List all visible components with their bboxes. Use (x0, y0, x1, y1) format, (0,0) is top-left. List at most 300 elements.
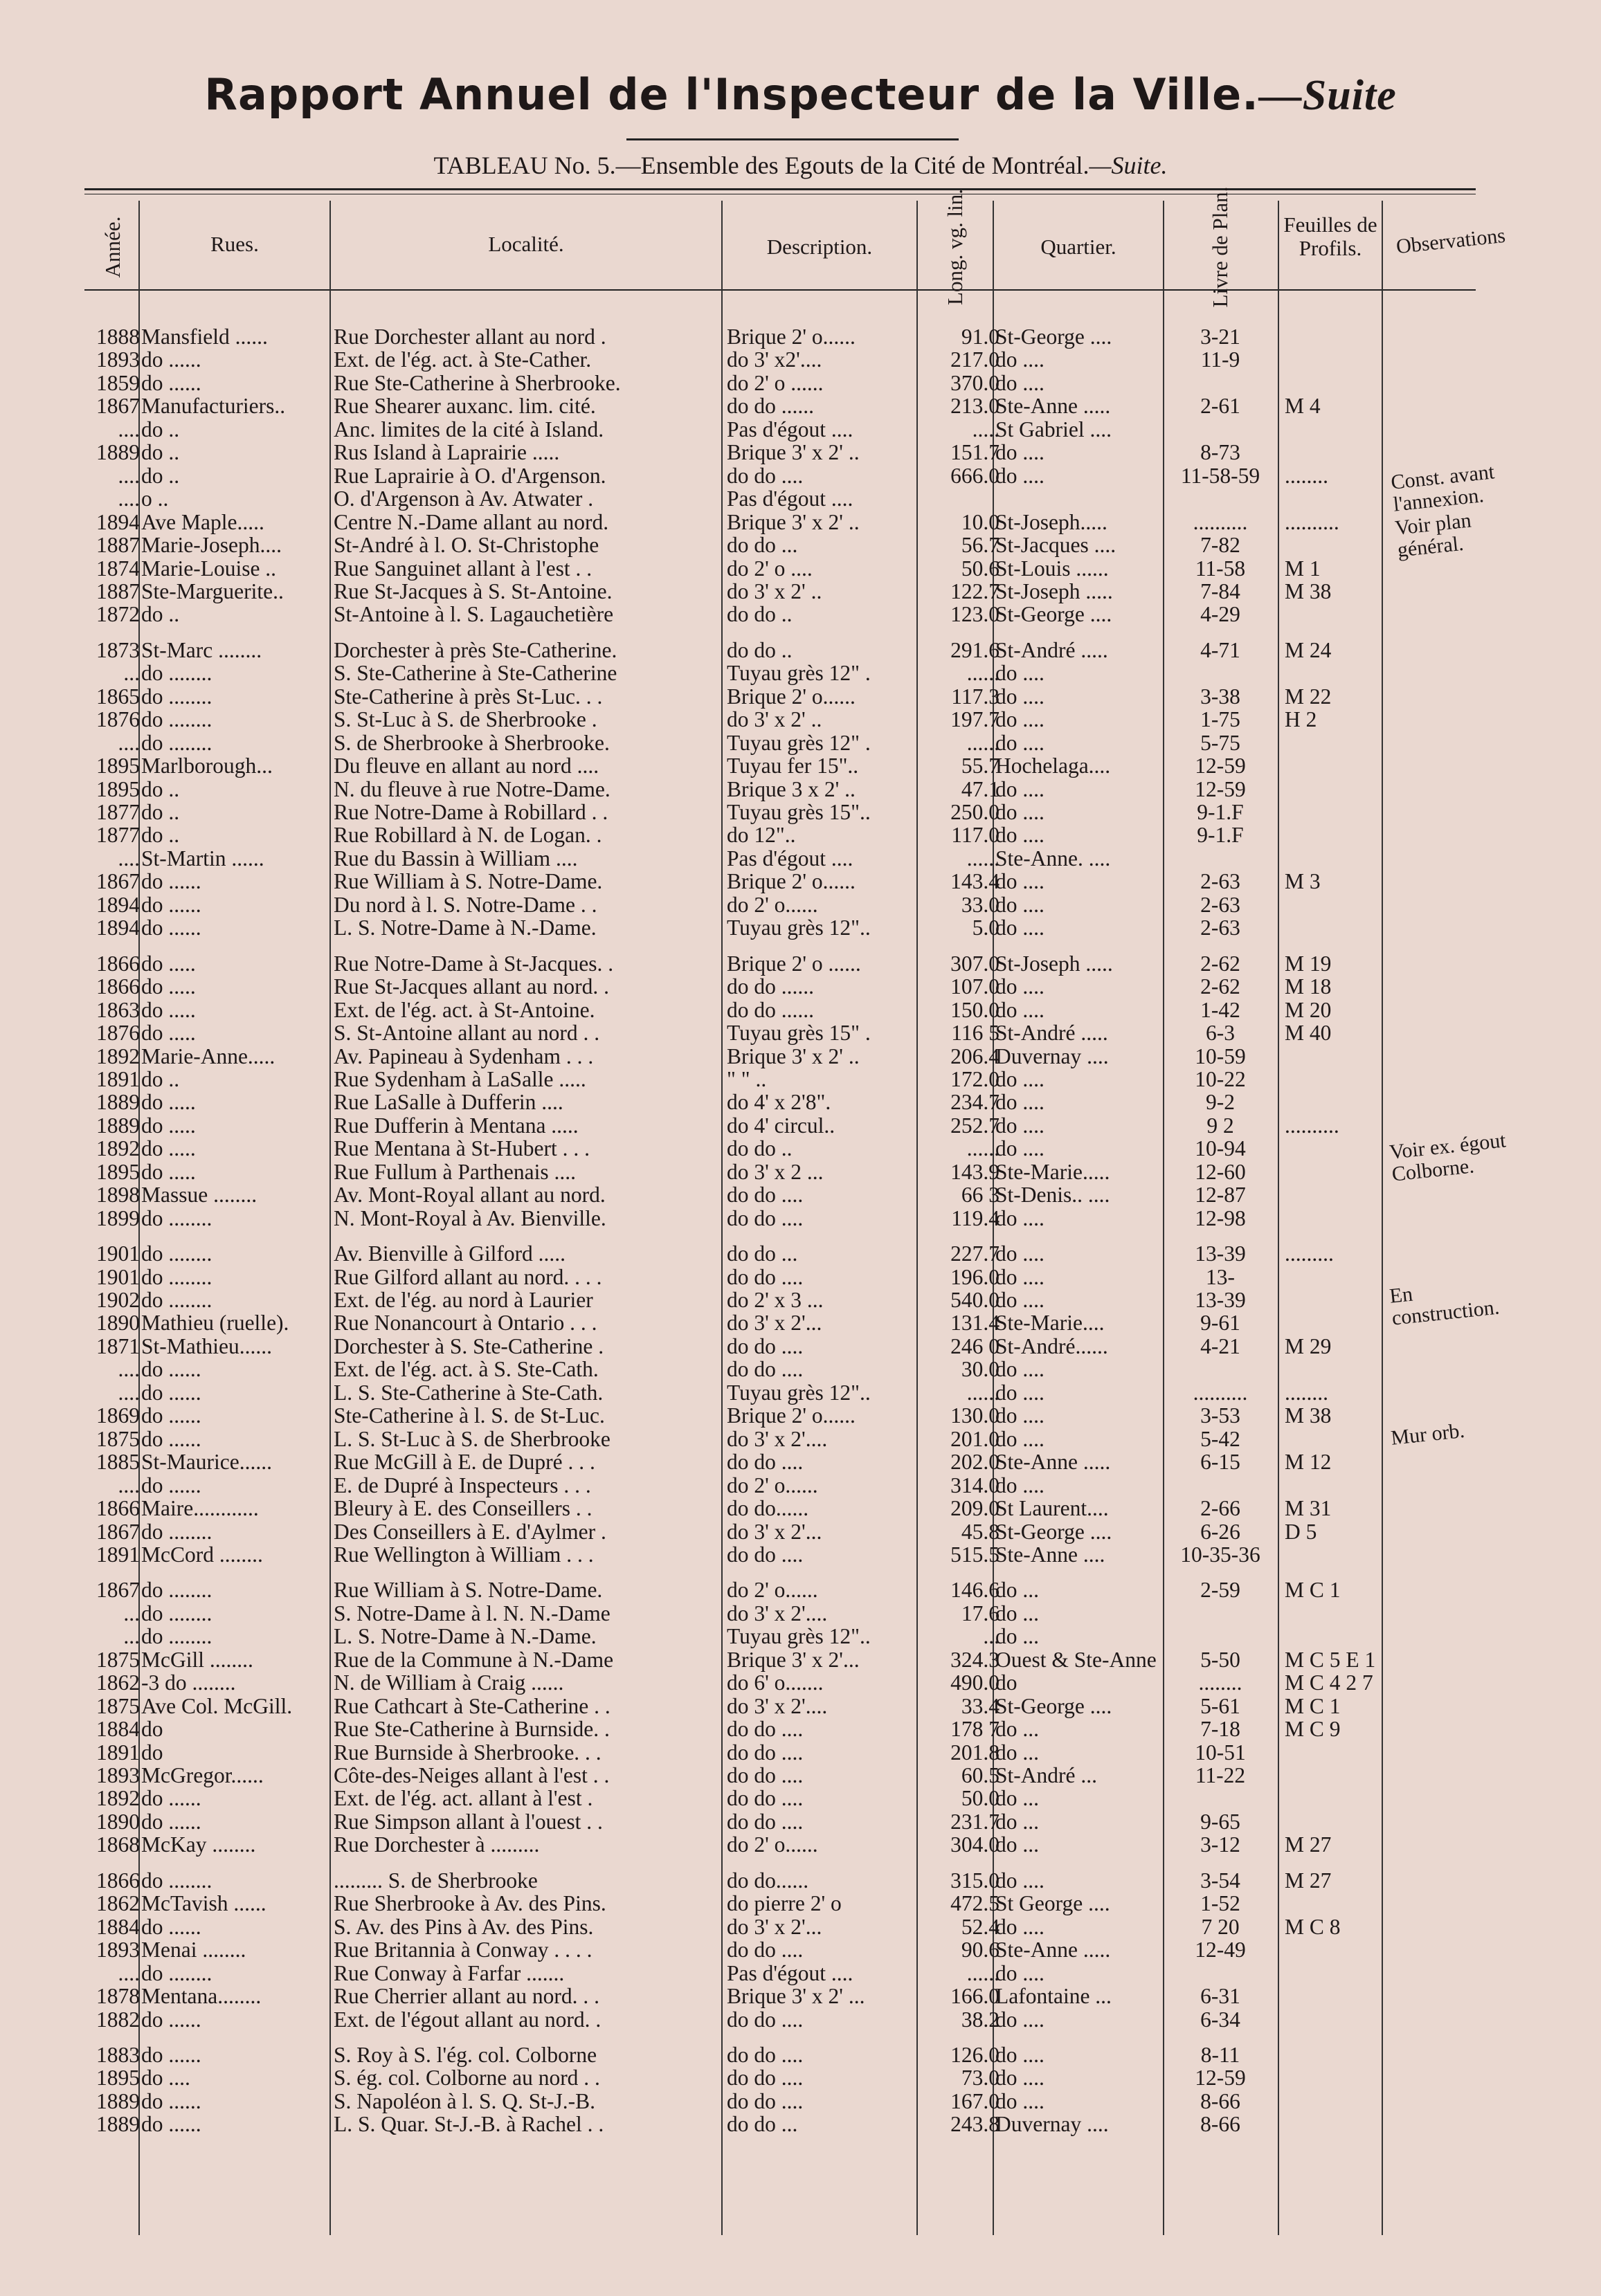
cell-description: do do .... (727, 2089, 804, 2113)
cell-description: Tuyau grès 15" . (727, 1021, 871, 1046)
cell-rue: do ..... (141, 975, 196, 999)
cell-quartier: St-George .... (995, 325, 1112, 349)
cell-annee: .... (118, 1961, 140, 1985)
cell-livre-plan: 8-11 (1200, 2043, 1240, 2067)
cell-description: do 2' o...... (727, 1578, 818, 1603)
cell-annee: 1866 (96, 975, 140, 999)
cell-livre-plan: 12-49 (1195, 1938, 1246, 1962)
cell-annee: 1868 (96, 1833, 140, 1857)
table-row (0, 731, 1601, 755)
cell-rue: do ........ (141, 1206, 212, 1230)
cell-quartier: do .... (995, 1868, 1044, 1893)
cell-feuilles-profils: ........ (1285, 1381, 1328, 1405)
cell-localite: Rue du Bassin à William .... (334, 846, 578, 871)
cell-annee: 1894 (96, 916, 140, 940)
table-row (0, 685, 1601, 709)
table-row (0, 464, 1601, 488)
cell-rue: Marie-Joseph.... (141, 534, 282, 558)
cell-localite: Rue LaSalle à Dufferin .... (334, 1091, 563, 1115)
cell-annee: 1902 (96, 1288, 140, 1312)
cell-longueur: 50.6 (961, 556, 1000, 581)
cell-longueur: 17.6 (961, 1601, 1000, 1625)
cell-description: do do ... (727, 534, 798, 558)
cell-feuilles-profils: M 31 (1285, 1497, 1332, 1521)
cell-quartier: do ... (995, 1625, 1039, 1649)
cell-description: do do ... (727, 1242, 798, 1266)
cell-rue: do ..... (141, 998, 196, 1022)
cell-annee: 1875 (96, 1694, 140, 1718)
cell-description: do do .... (727, 1740, 804, 1765)
page-title (0, 69, 1601, 120)
cell-longueur: 197.7 (950, 708, 1000, 732)
cell-annee: .... (118, 846, 140, 871)
cell-annee: 1892 (96, 1787, 140, 1811)
cell-livre-plan: 1-52 (1200, 1892, 1240, 1916)
cell-livre-plan: 4-21 (1200, 1334, 1240, 1358)
cell-livre-plan: 12-60 (1195, 1160, 1246, 1184)
cell-rue: McCord ........ (141, 1542, 263, 1567)
cell-longueur: 231.7 (950, 1810, 1000, 1834)
cell-longueur: 143.9 (950, 1160, 1000, 1184)
cell-description: do 3' x 2'.... (727, 1694, 828, 1718)
cell-localite: S. Roy à S. l'ég. col. Colborne (334, 2043, 597, 2067)
cell-annee: 1876 (96, 708, 140, 732)
cell-localite: Rue Sherbrooke à Av. des Pins. (334, 1892, 606, 1916)
cell-description: Tuyau grès 12".. (727, 1625, 871, 1649)
cell-rue: do ........ (141, 1601, 212, 1625)
cell-rue: St-Martin ...... (141, 846, 264, 871)
cell-description: do do .... (727, 464, 804, 488)
cell-quartier: do .... (995, 441, 1044, 465)
cell-livre-plan: 13- (1206, 1265, 1235, 1289)
cell-rue: Mansfield ...... (141, 325, 268, 349)
cell-quartier: do .... (995, 464, 1044, 488)
cell-rue: do ........ (141, 1625, 212, 1649)
cell-livre-plan: 1-75 (1200, 708, 1240, 732)
cell-longueur: ...... (966, 662, 1000, 686)
cell-longueur: ..... (972, 417, 1000, 441)
cell-description: Brique 2' o...... (727, 1404, 856, 1428)
cell-quartier: St-George .... (995, 1520, 1112, 1544)
cell-rue: do ...... (141, 1427, 201, 1451)
cell-annee: 1882 (96, 2007, 140, 2032)
cell-feuilles-profils: M 27 (1285, 1868, 1332, 1893)
cell-longueur: 131.4 (950, 1311, 1000, 1336)
cell-annee: 1898 (96, 1183, 140, 1208)
cell-localite: Rue Notre-Dame à St-Jacques. . (334, 951, 614, 976)
cell-annee: 1867 (96, 1578, 140, 1603)
table-row (0, 534, 1601, 557)
cell-longueur: 55.7 (961, 754, 1000, 778)
title-rule (626, 138, 959, 140)
cell-description: do do ... (727, 2113, 798, 2137)
cell-description: do 3' x 2' .. (727, 579, 822, 603)
cell-livre-plan: 4-29 (1200, 603, 1240, 627)
cell-quartier: do ... (995, 1787, 1039, 1811)
cell-longueur: 47.1 (961, 777, 1000, 801)
cell-localite: Rue Notre-Dame à Robillard . . (334, 801, 608, 824)
cell-localite: Rue Ste-Catherine à Sherbrooke. (334, 371, 621, 395)
cell-annee: 1893 (96, 1764, 140, 1787)
cell-description: do do .... (727, 2043, 804, 2067)
cell-longueur: 201.8 (950, 1740, 1000, 1765)
cell-longueur: 209.0 (950, 1497, 1000, 1521)
cell-annee: 1863 (96, 998, 140, 1022)
cell-annee: 1876 (96, 1021, 140, 1046)
cell-livre-plan: 9-2 (1206, 1091, 1235, 1115)
cell-livre-plan: 2-63 (1200, 916, 1240, 940)
cell-longueur: 126.0 (950, 2043, 1000, 2067)
cell-feuilles-profils: M C 5 E 1 (1285, 1648, 1376, 1672)
cell-quartier: do .... (995, 975, 1044, 999)
cell-description: Brique 2' o ...... (727, 951, 861, 976)
cell-description: do do .... (727, 1183, 804, 1208)
cell-annee: 1891 (96, 1740, 140, 1765)
table-row (0, 1625, 1601, 1648)
cell-localite: S. St-Luc à S. de Sherbrooke . (334, 708, 597, 732)
cell-rue: St-Maurice...... (141, 1450, 272, 1475)
cell-rue: McKay ........ (141, 1833, 256, 1857)
cell-description: do do .... (727, 1206, 804, 1230)
cell-quartier: do .... (995, 1113, 1044, 1138)
cell-rue: do .. (141, 603, 180, 627)
cell-rue: do .. (141, 777, 180, 801)
table-row (0, 557, 1601, 581)
cell-annee: 1877 (96, 823, 140, 848)
cell-localite: Rue Sanguinet allant à l'est . . (334, 556, 593, 581)
cell-description: Brique 3 x 2' .. (727, 777, 856, 801)
cell-longueur: 60.5 (961, 1764, 1000, 1787)
cell-longueur: 666.0 (950, 464, 1000, 488)
cell-annee: 1895 (96, 1160, 140, 1184)
observation-note: Voir plan général. (1393, 509, 1473, 562)
cell-description: do 3' x 2' .. (727, 708, 822, 732)
cell-description: Brique 2' o...... (727, 870, 856, 894)
cell-rue: do ...... (141, 2089, 201, 2113)
cell-description: Brique 3' x 2' ... (727, 1985, 865, 2009)
cell-quartier: do (995, 1671, 1017, 1695)
cell-localite: Rue Mentana à St-Hubert . . . (334, 1137, 590, 1161)
cell-longueur: ...... (966, 1961, 1000, 1985)
cell-quartier: do .... (995, 1381, 1044, 1405)
cell-description: do do .. (727, 603, 793, 627)
table-row (0, 2113, 1601, 2136)
cell-longueur: 370.0 (950, 371, 1000, 395)
page-title-main: Rapport Annuel de l'Inspecteur de la Ville. (204, 69, 1259, 120)
cell-quartier: St-Joseph..... (995, 510, 1107, 534)
cell-rue: do ........ (141, 1242, 212, 1266)
cell-localite: Rue Laprairie à O. d'Argenson. (334, 464, 606, 488)
top-rule (84, 188, 1476, 190)
cell-localite: Anc. limites de la cité à Island. (334, 417, 604, 441)
cell-rue: do ...... (141, 2113, 201, 2137)
cell-localite: Rue Robillard à N. de Logan. . (334, 823, 602, 848)
header-bottom-rule (84, 289, 1476, 291)
cell-description: do 12".. (727, 823, 796, 848)
header-quartier: Quartier. (1040, 235, 1116, 259)
cell-longueur: 202.0 (950, 1450, 1000, 1475)
cell-quartier: do ... (995, 1718, 1039, 1742)
cell-localite: Dorchester à près Ste-Catherine. (334, 638, 617, 662)
cell-annee: ... (123, 1625, 140, 1649)
cell-quartier: do .... (995, 916, 1044, 940)
table-row (0, 1068, 1601, 1091)
cell-rue: do .. (141, 823, 180, 848)
cell-longueur: 515.5 (950, 1542, 1000, 1567)
cell-livre-plan: 8-66 (1200, 2113, 1240, 2137)
table-row (0, 1892, 1601, 1915)
cell-quartier: do .... (995, 1067, 1044, 1091)
table-row (0, 1578, 1601, 1602)
table-row (0, 1787, 1601, 1810)
cell-livre-plan: 5-75 (1200, 731, 1240, 755)
table-row (0, 847, 1601, 871)
cell-description: Tuyau grès 15".. (727, 801, 871, 824)
cell-localite: Rue Fullum à Parthenais .... (334, 1160, 576, 1184)
cell-quartier: Hochelaga.... (995, 754, 1111, 778)
cell-livre-plan: 2-66 (1200, 1497, 1240, 1521)
table-row (0, 1520, 1601, 1544)
table-row (0, 1404, 1601, 1428)
cell-feuilles-profils: M 12 (1285, 1450, 1332, 1475)
cell-longueur: 217.0 (950, 348, 1000, 372)
cell-feuilles-profils: M 29 (1285, 1334, 1332, 1358)
cell-rue: do ..... (141, 1137, 196, 1161)
cell-quartier: do .... (995, 870, 1044, 894)
cell-longueur: 56.7 (961, 534, 1000, 558)
cell-livre-plan: 2-61 (1200, 394, 1240, 419)
cell-annee: 1867 (96, 1520, 140, 1544)
cell-rue: do .. (141, 464, 180, 488)
header-rues: Rues. (210, 232, 259, 256)
cell-feuilles-profils: M C 1 (1285, 1694, 1341, 1718)
table-row (0, 639, 1601, 662)
cell-localite: Centre N.-Dame allant au nord. (334, 510, 609, 534)
cell-description: do 3' x 2'... (727, 1311, 822, 1336)
table-row (0, 1045, 1601, 1068)
cell-longueur: 123.0 (950, 603, 1000, 627)
cell-longueur: 178 7 (950, 1718, 1000, 1742)
cell-annee: 1875 (96, 1648, 140, 1672)
cell-feuilles-profils: M 38 (1285, 579, 1332, 603)
cell-longueur: 291.6 (950, 638, 1000, 662)
cell-quartier: do ... (995, 1740, 1039, 1765)
cell-quartier: Ste-Anne .... (995, 1542, 1105, 1567)
table-row (0, 1497, 1601, 1520)
cell-rue: Ave Maple..... (141, 510, 264, 534)
cell-rue: Marlborough... (141, 754, 273, 778)
cell-annee: 1892 (96, 1044, 140, 1068)
cell-longueur: 201.0 (950, 1427, 1000, 1451)
cell-longueur: 66 3 (961, 1183, 1000, 1208)
cell-localite: Rue Cathcart à Ste-Catherine . . (334, 1694, 610, 1718)
cell-livre-plan: 2-63 (1200, 893, 1240, 917)
cell-longueur: 307.0 (950, 951, 1000, 976)
cell-rue: Marie-Louise .. (141, 556, 277, 581)
cell-feuilles-profils: M 38 (1285, 1404, 1332, 1428)
cell-localite: Du fleuve en allant au nord .... (334, 754, 599, 778)
table-subtitle-main: TABLEAU No. 5.—Ensemble des Egouts de la Cité de Montréal. (433, 152, 1089, 179)
cell-rue: do ...... (141, 1404, 201, 1428)
cell-quartier: St Gabriel .... (995, 417, 1112, 441)
cell-longueur: 167.0 (950, 2089, 1000, 2113)
cell-localite: L. S. Ste-Catherine à Ste-Cath. (334, 1381, 604, 1405)
cell-livre-plan: 7 20 (1201, 1915, 1240, 1939)
cell-longueur: 122.7 (950, 579, 1000, 603)
cell-quartier: do .... (995, 2007, 1044, 2032)
cell-quartier: do .... (995, 893, 1044, 917)
cell-description: do do ...... (727, 394, 814, 419)
cell-quartier: do .... (995, 1358, 1044, 1382)
cell-description: do do ...... (727, 998, 814, 1022)
cell-livre-plan: 7-82 (1200, 534, 1240, 558)
cell-localite: S. Av. des Pins à Av. des Pins. (334, 1915, 594, 1939)
cell-annee: .... (118, 1381, 140, 1405)
cell-annee: 1867 (96, 394, 140, 419)
cell-quartier: St-Joseph ..... (995, 951, 1113, 976)
cell-annee: 1885 (96, 1450, 140, 1475)
cell-rue: Massue ........ (141, 1183, 257, 1208)
cell-localite: Ext. de l'ég. au nord à Laurier (334, 1288, 593, 1312)
cell-longueur: 130.0 (950, 1404, 1000, 1428)
cell-annee: ... (123, 662, 140, 686)
table-row (0, 662, 1601, 685)
cell-livre-plan: 3-54 (1200, 1868, 1240, 1893)
header-description: Description. (766, 235, 873, 259)
header-livre: Livre de Plan. (1208, 186, 1232, 308)
cell-quartier: do .... (995, 1206, 1044, 1230)
cell-description: Brique 3' x 2' .. (727, 441, 860, 465)
cell-localite: Rue Sydenham à LaSalle ..... (334, 1067, 586, 1091)
cell-localite: Côte-des-Neiges allant à l'est . . (334, 1764, 610, 1787)
cell-annee: 1891 (96, 1067, 140, 1091)
cell-quartier: do .... (995, 1242, 1044, 1266)
cell-description: Tuyau fer 15".. (727, 754, 859, 778)
table-subtitle (0, 151, 1601, 180)
table-row (0, 1648, 1601, 1672)
cell-description: Pas d'égout .... (727, 846, 853, 871)
cell-localite: Ste-Catherine à près St-Luc. . . (334, 684, 603, 709)
cell-annee: .... (118, 464, 140, 488)
cell-longueur: 45.8 (961, 1520, 1000, 1544)
cell-livre-plan: 12-59 (1195, 754, 1246, 778)
cell-longueur: 166.0 (950, 1985, 1000, 2009)
cell-feuilles-profils: H 2 (1285, 708, 1317, 732)
cell-annee: 1866 (96, 1497, 140, 1521)
cell-description: Pas d'égout .... (727, 417, 853, 441)
cell-description: do 2' o...... (727, 1473, 818, 1497)
cell-rue: do ...... (141, 348, 201, 372)
cell-description: do do .... (727, 1810, 804, 1834)
cell-annee: 1887 (96, 534, 140, 558)
cell-livre-plan: 6-34 (1200, 2007, 1240, 2032)
cell-livre-plan: 12-59 (1195, 777, 1246, 801)
cell-livre-plan: 1-42 (1200, 998, 1240, 1022)
cell-longueur: 472.5 (950, 1892, 1000, 1916)
cell-quartier: Ste-Anne ..... (995, 394, 1111, 419)
cell-annee: 1865 (96, 684, 140, 709)
cell-quartier: do ... (995, 1810, 1039, 1834)
table-row (0, 1428, 1601, 1451)
cell-quartier: St George .... (995, 1892, 1110, 1916)
cell-rue: Ave Col. McGill. (141, 1694, 293, 1718)
header-annee: Année. (100, 216, 125, 278)
cell-rue: do ........ (141, 1288, 212, 1312)
cell-livre-plan: 8-73 (1200, 441, 1240, 465)
cell-rue: do .. (141, 441, 180, 465)
cell-rue: Manufacturiers.. (141, 394, 286, 419)
cell-description: do do...... (727, 1497, 809, 1521)
cell-quartier: Ste-Marie..... (995, 1160, 1110, 1184)
table-row (0, 1335, 1601, 1358)
cell-annee: 1884 (96, 1718, 140, 1742)
cell-longueur: 38.2 (961, 2007, 1000, 2032)
cell-description: Tuyau grès 12".. (727, 916, 871, 940)
cell-rue: do .. (141, 801, 180, 824)
table-row (0, 1207, 1601, 1230)
cell-annee: 1867 (96, 870, 140, 894)
cell-localite: L. S. Notre-Dame à N.-Dame. (334, 1625, 597, 1649)
cell-feuilles-profils: M 18 (1285, 975, 1332, 999)
table-row (0, 952, 1601, 976)
cell-feuilles-profils: M 24 (1285, 638, 1332, 662)
cell-rue: do ...... (141, 916, 201, 940)
observation-note: En construction. (1388, 1282, 1501, 1330)
cell-rue: do ...... (141, 2043, 201, 2067)
cell-livre-plan: 11-58-59 (1180, 464, 1260, 488)
cell-description: do 3' x 2 ... (727, 1160, 824, 1184)
table-row (0, 1810, 1601, 1834)
table-row (0, 1160, 1601, 1184)
cell-annee: .... (118, 1473, 140, 1497)
cell-description: " " .. (727, 1067, 767, 1091)
cell-livre-plan: 3-12 (1200, 1833, 1240, 1857)
table-row (0, 1474, 1601, 1497)
cell-localite: ......... S. de Sherbrooke (334, 1868, 538, 1893)
cell-rue: Marie-Anne..... (141, 1044, 275, 1068)
cell-annee: 1894 (96, 893, 140, 917)
cell-quartier: St-George .... (995, 603, 1112, 627)
cell-localite: L. S. Quar. St-J.-B. à Rachel . . (334, 2113, 604, 2137)
cell-quartier: St-André...... (995, 1334, 1108, 1358)
cell-description: do pierre 2' o (727, 1892, 842, 1916)
table-row (0, 1869, 1601, 1893)
cell-livre-plan: 9-65 (1200, 1810, 1240, 1834)
cell-feuilles-profils: M 40 (1285, 1021, 1332, 1046)
cell-rue: St-Marc ........ (141, 638, 262, 662)
cell-longueur: 117.3 (951, 684, 1000, 709)
header-observations: Observations (1395, 224, 1507, 259)
table-row (0, 975, 1601, 999)
cell-longueur: 315.0 (950, 1868, 1000, 1893)
cell-description: do do .. (727, 638, 793, 662)
cell-longueur: 91.0 (961, 325, 1000, 349)
table-row (0, 325, 1601, 349)
cell-longueur: 50.0 (961, 1787, 1000, 1811)
cell-quartier: St-Jacques .... (995, 534, 1116, 558)
cell-quartier: do .... (995, 1473, 1044, 1497)
cell-rue: do ...... (141, 1787, 201, 1811)
cell-quartier: do ... (995, 1601, 1039, 1625)
cell-annee: 1890 (96, 1810, 140, 1834)
cell-longueur: ...... (966, 731, 1000, 755)
table-row (0, 1764, 1601, 1787)
cell-rue: Mathieu (ruelle). (141, 1311, 289, 1336)
cell-quartier: do .... (995, 998, 1044, 1022)
cell-annee: 1859 (96, 371, 140, 395)
cell-localite: L. S. Notre-Dame à N.-Dame. (334, 916, 597, 940)
cell-description: do do .... (727, 1334, 804, 1358)
